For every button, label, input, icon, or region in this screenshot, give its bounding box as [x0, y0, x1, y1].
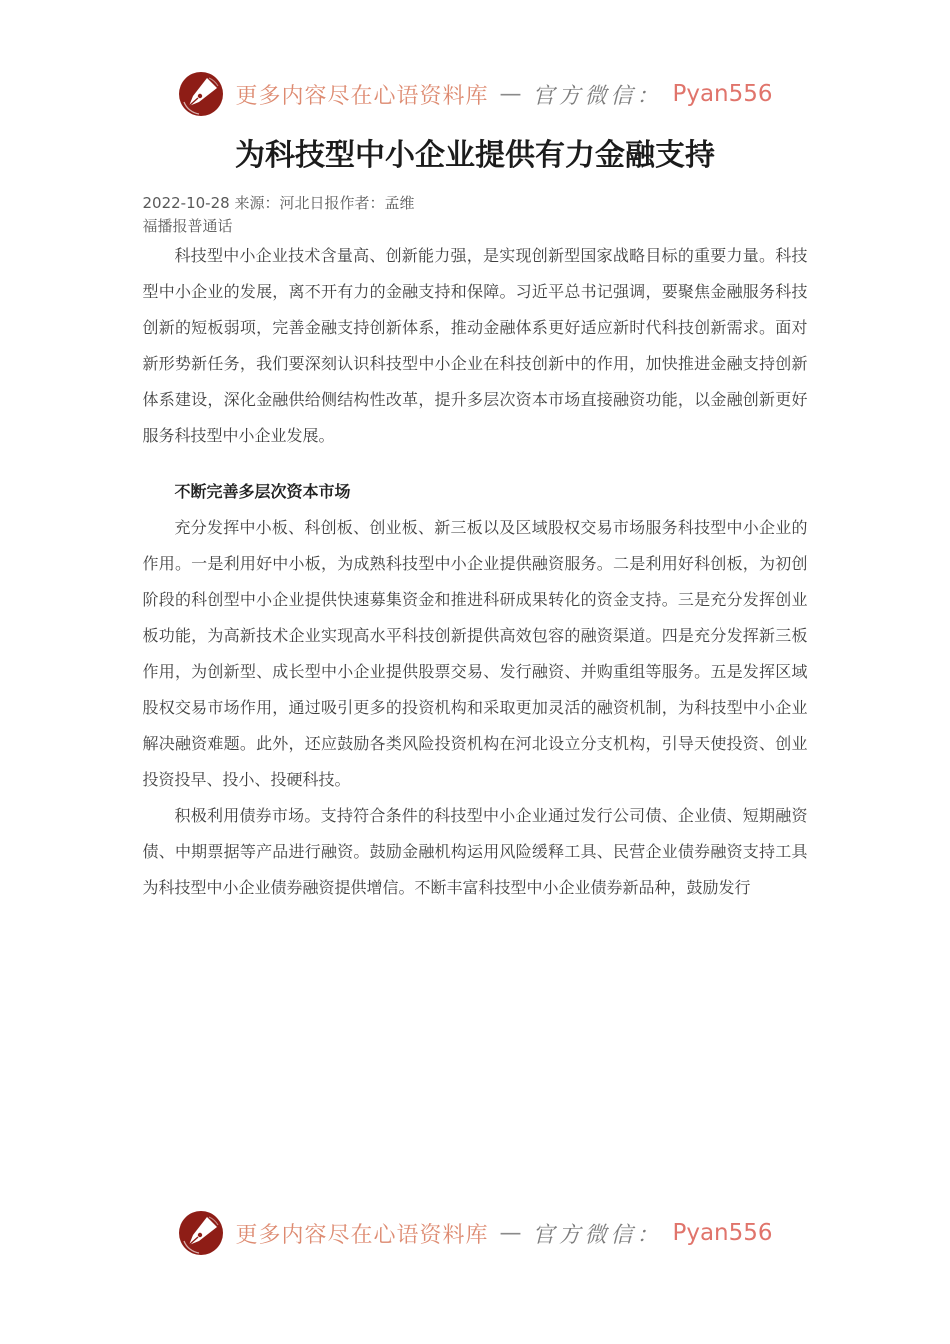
banner-wechat-label: 官方微信：	[532, 1222, 663, 1248]
banner-separator: —	[499, 1220, 522, 1246]
banner-wechat-id: Pyan556	[672, 81, 773, 107]
section-subtitle: 不断完善多层次资本市场	[174, 482, 351, 501]
paragraph-bond-market: 积极利用债券市场。支持符合条件的科技型中小企业通过发行公司债、企业债、短期融资债、中期票据等产品进行融资。鼓励金融机构运用风险缓释工具、民营企业债券融资支持工具为科技型中小企业债券融资提供增信。不断丰富科技型中小企业债券新品种，鼓励发行	[142, 806, 808, 897]
pen-circle-logo-icon	[177, 1209, 225, 1257]
banner-brand-text: 更多内容尽在心语资料库	[235, 83, 489, 109]
article-body	[143, 238, 808, 906]
banner-separator: —	[499, 81, 522, 107]
paragraph-intro: 科技型中小企业技术含量高、创新能力强，是实现创新型国家战略目标的重要力量。科技型中小企业的发展，离不开有力的金融支持和保障。习近平总书记强调，要聚焦金融服务科技创新的短板弱项，完善金融支持创新体系，推动金融体系更好适应新时代科技创新需求。面对新形势新任务，我们要深刻认识科技型中小企业在科技创新中的作用，加快推进金融支持创新体系建设，深化金融供给侧结构性改革，提升多层次资本市场直接融资功能，以金融创新更好服务科技型中小企业发展。	[142, 246, 808, 445]
footer-banner	[0, 1209, 950, 1257]
article-meta	[143, 192, 808, 238]
header-banner	[0, 0, 950, 118]
banner-wechat-id: Pyan556	[672, 1220, 773, 1246]
tts-playback-button[interactable]: 福播报普通话	[142, 217, 233, 235]
banner-brand-text: 更多内容尽在心语资料库	[235, 1222, 489, 1248]
pen-circle-logo-icon	[177, 70, 225, 118]
paragraph-capital-market: 充分发挥中小板、科创板、创业板、新三板以及区域股权交易市场服务科技型中小企业的作用。一是利用好中小板，为成熟科技型中小企业提供融资服务。二是利用好科创板，为初创阶段的科创型中小企业提供快速募集资金和推进科研成果转化的资金支持。三是充分发挥创业板功能，为高新技术企业实现高水平科技创新提供高效包容的融资渠道。四是充分发挥新三板作用，为创新型、成长型中小企业提供股票交易、发行融资、并购重组等服务。五是发挥区域股权交易市场作用，通过吸引更多的投资机构和采取更加灵活的融资机制，为科技型中小企业解决融资难题。此外，还应鼓励各类风险投资机构在河北设立分支机构，引导天使投资、创业投资投早、投小、投硬科技。	[142, 518, 808, 789]
page-title: 为科技型中小企业提供有力金融支持	[235, 138, 715, 173]
article-meta-source: 2022-10-28 来源：河北日报作者：孟维	[142, 194, 415, 212]
banner-wechat-label: 官方微信：	[532, 83, 663, 109]
